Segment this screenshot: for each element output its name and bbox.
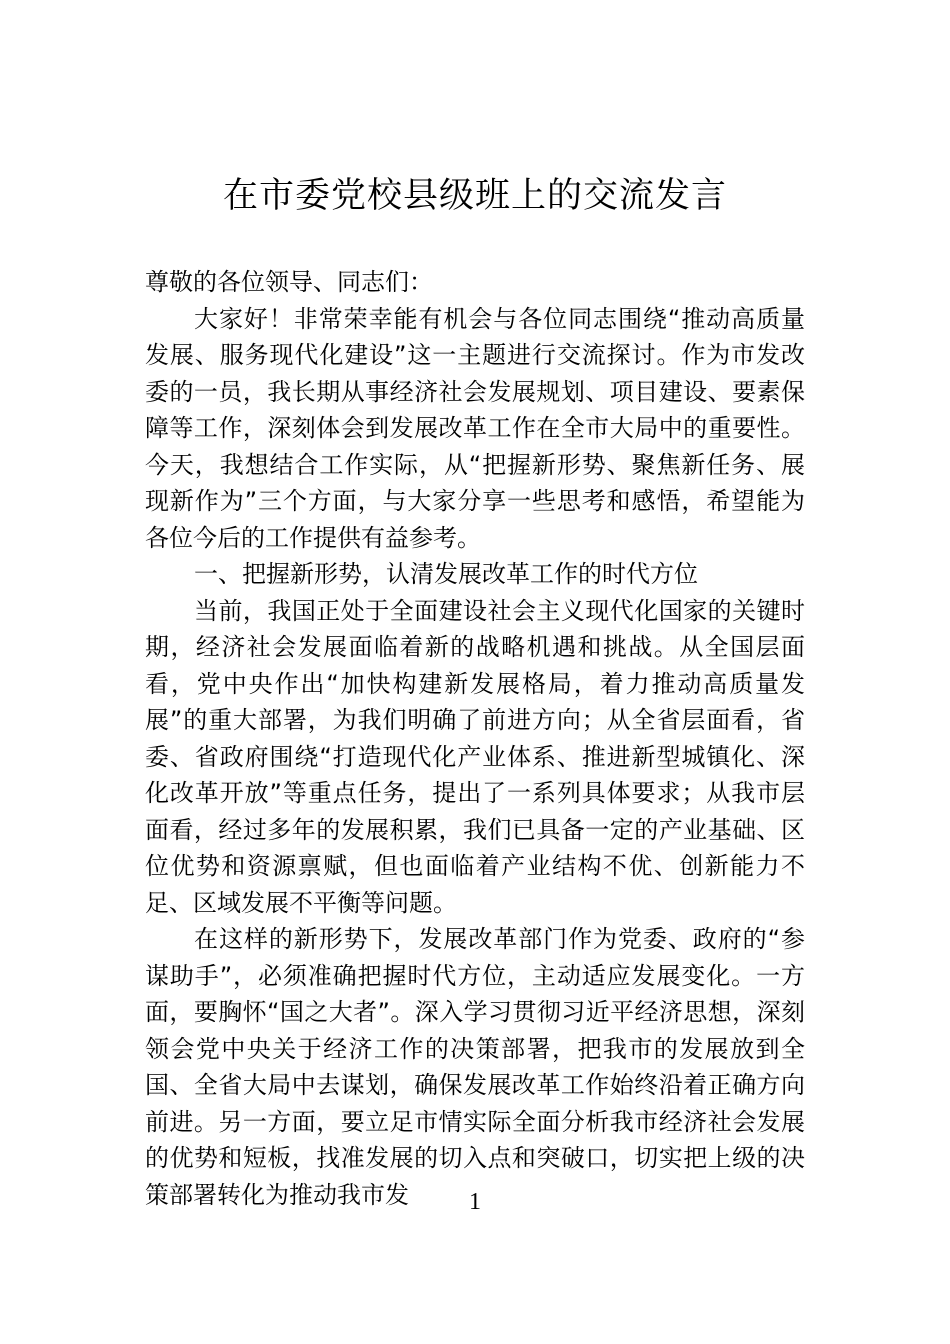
paragraph-situation: 当前，我国正处于全面建设社会主义现代化国家的关键时期，经济社会发展面临着新的战略机遇和挑战。从全国层面看，党中央作出“加快构建新发展格局，着力推动高质量发展”的重大部署，为我们明确了前进方向；从全省层面看，省委、省政府围绕“打造现代化产业体系、推进新型城镇化、深化改革开放”等重点任务，提出了一系列具体要求；从我市层面看，经过多年的发展积累，我们已具备一定的产业基础、区位优势和资源禀赋，但也面临着产业结构不优、创新能力不足、区域发展不平衡等问题。 bbox=[145, 596, 805, 917]
paragraph-opening: 大家好！非常荣幸能有机会与各位同志围绕“推动高质量发展、服务现代化建设”这一主题进行交流探讨。作为市发改委的一员，我长期从事经济社会发展规划、项目建设、要素保障等工作，深刻体会到发展改革工作在全市大局中的重要性。今天，我想结合工作实际，从“把握新形势、聚焦新任务、展现新作为”三个方面，与大家分享一些思考和感悟，希望能为各位今后的工作提供有益参考。 bbox=[145, 304, 805, 552]
page-number: 1 bbox=[469, 1189, 481, 1215]
document-body bbox=[145, 264, 805, 1213]
paragraph-new-situation: 在这样的新形势下，发展改革部门作为党委、政府的“参谋助手”，必须准确把握时代方位，主动适应发展变化。一方面，要胸怀“国之大者”。深入学习贯彻习近平经济思想，深刻领会党中央关于经济工作的决策部署，把我市的发展放到全国、全省大局中去谋划，确保发展改革工作始终沿着正确方向前进。另一方面，要立足市情实际全面分析我市经济社会发展的优势和短板，找准发展的切入点和突破口，切实把上级的决策部署转化为推动我市发 bbox=[145, 925, 805, 1209]
salutation: 尊敬的各位领导、同志们： bbox=[145, 268, 433, 296]
section-heading-1: 一、把握新形势，认清发展改革工作的时代方位 bbox=[194, 560, 698, 588]
document-title: 在市委党校县级班上的交流发言 bbox=[222, 176, 727, 216]
